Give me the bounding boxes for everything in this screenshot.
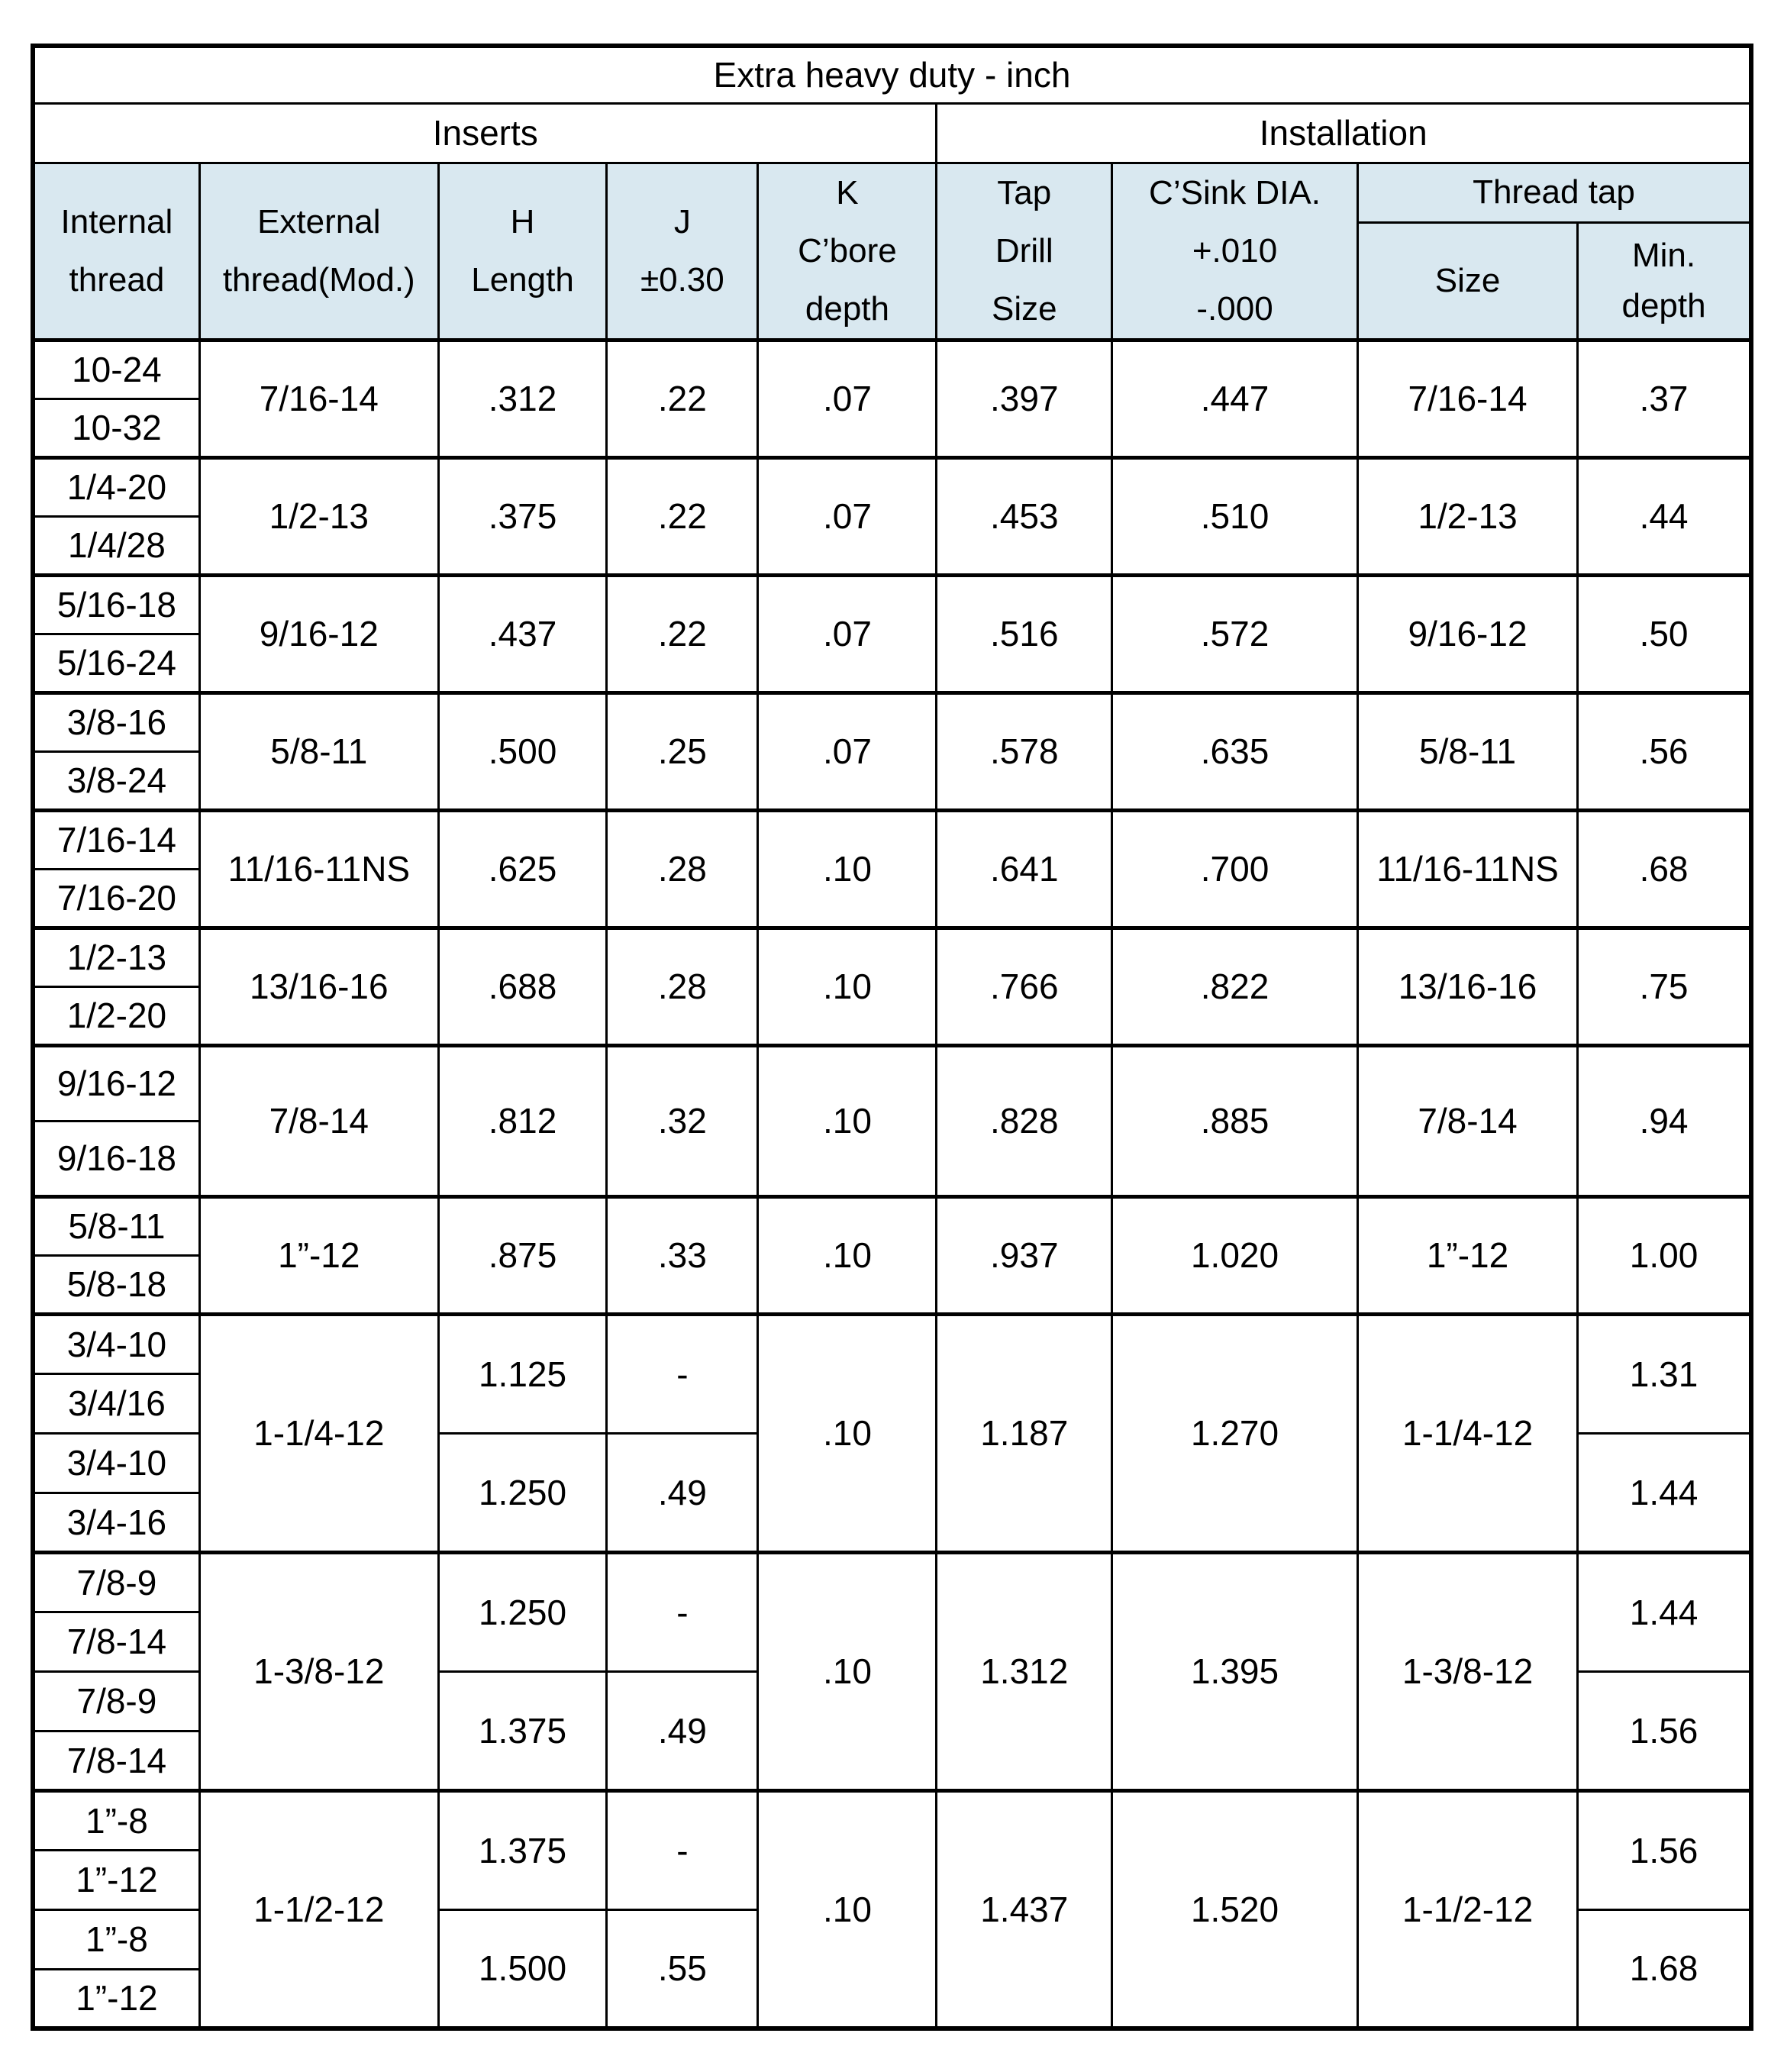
j-cell: .22 — [607, 575, 758, 692]
k-cbore-cell: .10 — [758, 1196, 937, 1314]
thread-tap-size-cell: 1-1/4-12 — [1357, 1314, 1577, 1552]
h-length-cell: .437 — [438, 575, 607, 692]
h-length-cell: .875 — [438, 1196, 607, 1314]
external-thread-cell: 11/16-11NS — [199, 810, 438, 928]
j-cell: .33 — [607, 1196, 758, 1314]
thread-tap-size-cell: 9/16-12 — [1357, 575, 1577, 692]
header-line: H — [510, 202, 535, 240]
internal-thread-cell: 5/8-18 — [33, 1255, 199, 1314]
header-line: +.010 — [1192, 231, 1278, 269]
h-length-cell: 1.125 — [438, 1314, 607, 1433]
internal-thread-cell: 10-24 — [33, 340, 199, 399]
header-line: K — [836, 173, 859, 211]
csink-cell: .822 — [1112, 928, 1358, 1045]
thread-tap-size-cell: 1/2-13 — [1357, 457, 1577, 575]
header-line: Size — [991, 289, 1057, 328]
min-depth-cell: .56 — [1578, 692, 1751, 810]
tap-drill-cell: .766 — [937, 928, 1112, 1045]
internal-thread-cell: 1”-8 — [33, 1909, 199, 1969]
min-depth-cell: .94 — [1578, 1045, 1751, 1196]
k-cbore-cell: .10 — [758, 928, 937, 1045]
j-cell: .32 — [607, 1045, 758, 1196]
internal-thread-cell: 1”-12 — [33, 1969, 199, 2028]
j-cell: - — [607, 1790, 758, 1909]
internal-thread-cell: 1”-8 — [33, 1790, 199, 1850]
internal-thread-cell: 7/8-14 — [33, 1612, 199, 1671]
external-thread-cell: 5/8-11 — [199, 692, 438, 810]
external-thread-cell: 1-3/8-12 — [199, 1552, 438, 1790]
csink-cell: .510 — [1112, 457, 1358, 575]
h-length-cell: 1.375 — [438, 1790, 607, 1909]
internal-thread-cell: 1/2-13 — [33, 928, 199, 986]
csink-cell: 1.270 — [1112, 1314, 1358, 1552]
tap-drill-cell: 1.312 — [937, 1552, 1112, 1790]
internal-thread-cell: 3/4-10 — [33, 1433, 199, 1493]
internal-thread-cell: 7/16-20 — [33, 869, 199, 928]
h-length-cell: .312 — [438, 340, 607, 457]
internal-thread-cell: 7/8-9 — [33, 1552, 199, 1612]
external-thread-cell: 1-1/2-12 — [199, 1790, 438, 2028]
h-length-cell: .688 — [438, 928, 607, 1045]
k-cbore-cell: .07 — [758, 692, 937, 810]
internal-thread-cell: 7/8-9 — [33, 1671, 199, 1731]
j-cell: .28 — [607, 810, 758, 928]
h-length-cell: .500 — [438, 692, 607, 810]
header-line: thread — [69, 260, 165, 299]
internal-thread-cell: 7/16-14 — [33, 810, 199, 869]
k-cbore-cell: .07 — [758, 457, 937, 575]
tap-drill-cell: .828 — [937, 1045, 1112, 1196]
thread-tap-size-cell: 1-1/2-12 — [1357, 1790, 1577, 2028]
col-header-external-thread — [199, 163, 438, 340]
external-thread-cell: 1”-12 — [199, 1196, 438, 1314]
csink-cell: .885 — [1112, 1045, 1358, 1196]
header-line: depth — [1621, 286, 1706, 324]
j-cell: .55 — [607, 1909, 758, 2028]
header-line: Drill — [995, 231, 1053, 269]
col-header-k-cbore-depth — [758, 163, 937, 340]
external-thread-cell: 9/16-12 — [199, 575, 438, 692]
min-depth-cell: .68 — [1578, 810, 1751, 928]
h-length-cell: .812 — [438, 1045, 607, 1196]
spec-table — [31, 44, 1753, 2031]
internal-thread-cell: 3/4-16 — [33, 1493, 199, 1552]
internal-thread-cell: 10-32 — [33, 399, 199, 457]
header-line: ±0.30 — [640, 260, 724, 299]
internal-thread-cell: 5/8-11 — [33, 1196, 199, 1255]
col-header-j — [607, 163, 758, 340]
header-line: C’bore — [798, 231, 897, 269]
internal-thread-cell: 3/8-16 — [33, 692, 199, 751]
j-cell: - — [607, 1552, 758, 1671]
header-line: C’Sink DIA. — [1149, 173, 1321, 211]
k-cbore-cell: .10 — [758, 1552, 937, 1790]
min-depth-cell: 1.56 — [1578, 1790, 1751, 1909]
k-cbore-cell: .07 — [758, 340, 937, 457]
j-cell: .25 — [607, 692, 758, 810]
header-line: J — [673, 202, 691, 240]
tap-drill-cell: .453 — [937, 457, 1112, 575]
tap-drill-cell: .641 — [937, 810, 1112, 928]
col-header-thread-tap: Thread tap — [1357, 163, 1751, 223]
j-cell: .28 — [607, 928, 758, 1045]
thread-tap-size-cell: 7/16-14 — [1357, 340, 1577, 457]
csink-cell: .572 — [1112, 575, 1358, 692]
header-line: thread(Mod.) — [222, 260, 415, 299]
thread-tap-size-cell: 1”-12 — [1357, 1196, 1577, 1314]
k-cbore-cell: .07 — [758, 575, 937, 692]
j-cell: .49 — [607, 1433, 758, 1552]
csink-cell: 1.520 — [1112, 1790, 1358, 2028]
col-header-tap-drill-size — [937, 163, 1112, 340]
k-cbore-cell: .10 — [758, 1045, 937, 1196]
h-length-cell: 1.500 — [438, 1909, 607, 2028]
external-thread-cell: 1/2-13 — [199, 457, 438, 575]
header-line: Length — [471, 260, 574, 299]
csink-cell: .447 — [1112, 340, 1358, 457]
csink-cell: .635 — [1112, 692, 1358, 810]
j-cell: .22 — [607, 340, 758, 457]
min-depth-cell: 1.31 — [1578, 1314, 1751, 1433]
col-header-min-depth — [1578, 223, 1751, 340]
internal-thread-cell: 5/16-18 — [33, 575, 199, 634]
internal-thread-cell: 1/4/28 — [33, 516, 199, 575]
csink-cell: .700 — [1112, 810, 1358, 928]
thread-tap-size-cell: 1-3/8-12 — [1357, 1552, 1577, 1790]
internal-thread-cell: 1”-12 — [33, 1850, 199, 1909]
min-depth-cell: 1.44 — [1578, 1552, 1751, 1671]
k-cbore-cell: .10 — [758, 1790, 937, 2028]
external-thread-cell: 7/8-14 — [199, 1045, 438, 1196]
tap-drill-cell: .937 — [937, 1196, 1112, 1314]
internal-thread-cell: 1/4-20 — [33, 457, 199, 516]
min-depth-cell: 1.44 — [1578, 1433, 1751, 1552]
internal-thread-cell: 3/4/16 — [33, 1373, 199, 1433]
h-length-cell: 1.250 — [438, 1433, 607, 1552]
tap-drill-cell: 1.437 — [937, 1790, 1112, 2028]
table-title: Extra heavy duty - inch — [33, 46, 1751, 103]
header-line: External — [257, 202, 381, 240]
col-header-csink-dia — [1112, 163, 1358, 340]
group-header-inserts: Inserts — [33, 103, 937, 163]
thread-tap-size-cell: 5/8-11 — [1357, 692, 1577, 810]
thread-tap-size-cell: 11/16-11NS — [1357, 810, 1577, 928]
internal-thread-cell: 1/2-20 — [33, 986, 199, 1045]
h-length-cell: .375 — [438, 457, 607, 575]
j-cell: .22 — [607, 457, 758, 575]
h-length-cell: 1.375 — [438, 1671, 607, 1790]
col-header-thread-tap-size: Size — [1357, 223, 1577, 340]
j-cell: - — [607, 1314, 758, 1433]
header-line: -.000 — [1196, 289, 1273, 328]
external-thread-cell: 7/16-14 — [199, 340, 438, 457]
tap-drill-cell: .397 — [937, 340, 1112, 457]
header-line: Internal — [60, 202, 173, 240]
header-line: Tap — [997, 173, 1052, 211]
min-depth-cell: .50 — [1578, 575, 1751, 692]
tap-drill-cell: .578 — [937, 692, 1112, 810]
internal-thread-cell: 5/16-24 — [33, 634, 199, 692]
csink-cell: 1.020 — [1112, 1196, 1358, 1314]
external-thread-cell: 13/16-16 — [199, 928, 438, 1045]
thread-tap-size-cell: 7/8-14 — [1357, 1045, 1577, 1196]
internal-thread-cell: 9/16-18 — [33, 1121, 199, 1196]
tap-drill-cell: 1.187 — [937, 1314, 1112, 1552]
internal-thread-cell: 3/4-10 — [33, 1314, 199, 1373]
k-cbore-cell: .10 — [758, 810, 937, 928]
internal-thread-cell: 3/8-24 — [33, 751, 199, 810]
header-line: depth — [805, 289, 889, 328]
external-thread-cell: 1-1/4-12 — [199, 1314, 438, 1552]
group-header-installation: Installation — [937, 103, 1751, 163]
internal-thread-cell: 9/16-12 — [33, 1045, 199, 1121]
tap-drill-cell: .516 — [937, 575, 1112, 692]
csink-cell: 1.395 — [1112, 1552, 1358, 1790]
header-line: Min. — [1631, 236, 1696, 274]
h-length-cell: 1.250 — [438, 1552, 607, 1671]
h-length-cell: .625 — [438, 810, 607, 928]
min-depth-cell: 1.00 — [1578, 1196, 1751, 1314]
col-header-internal-thread — [33, 163, 199, 340]
min-depth-cell: .44 — [1578, 457, 1751, 575]
min-depth-cell: 1.68 — [1578, 1909, 1751, 2028]
min-depth-cell: .75 — [1578, 928, 1751, 1045]
internal-thread-cell: 7/8-14 — [33, 1731, 199, 1790]
thread-tap-size-cell: 13/16-16 — [1357, 928, 1577, 1045]
min-depth-cell: 1.56 — [1578, 1671, 1751, 1790]
k-cbore-cell: .10 — [758, 1314, 937, 1552]
j-cell: .49 — [607, 1671, 758, 1790]
col-header-h-length — [438, 163, 607, 340]
min-depth-cell: .37 — [1578, 340, 1751, 457]
